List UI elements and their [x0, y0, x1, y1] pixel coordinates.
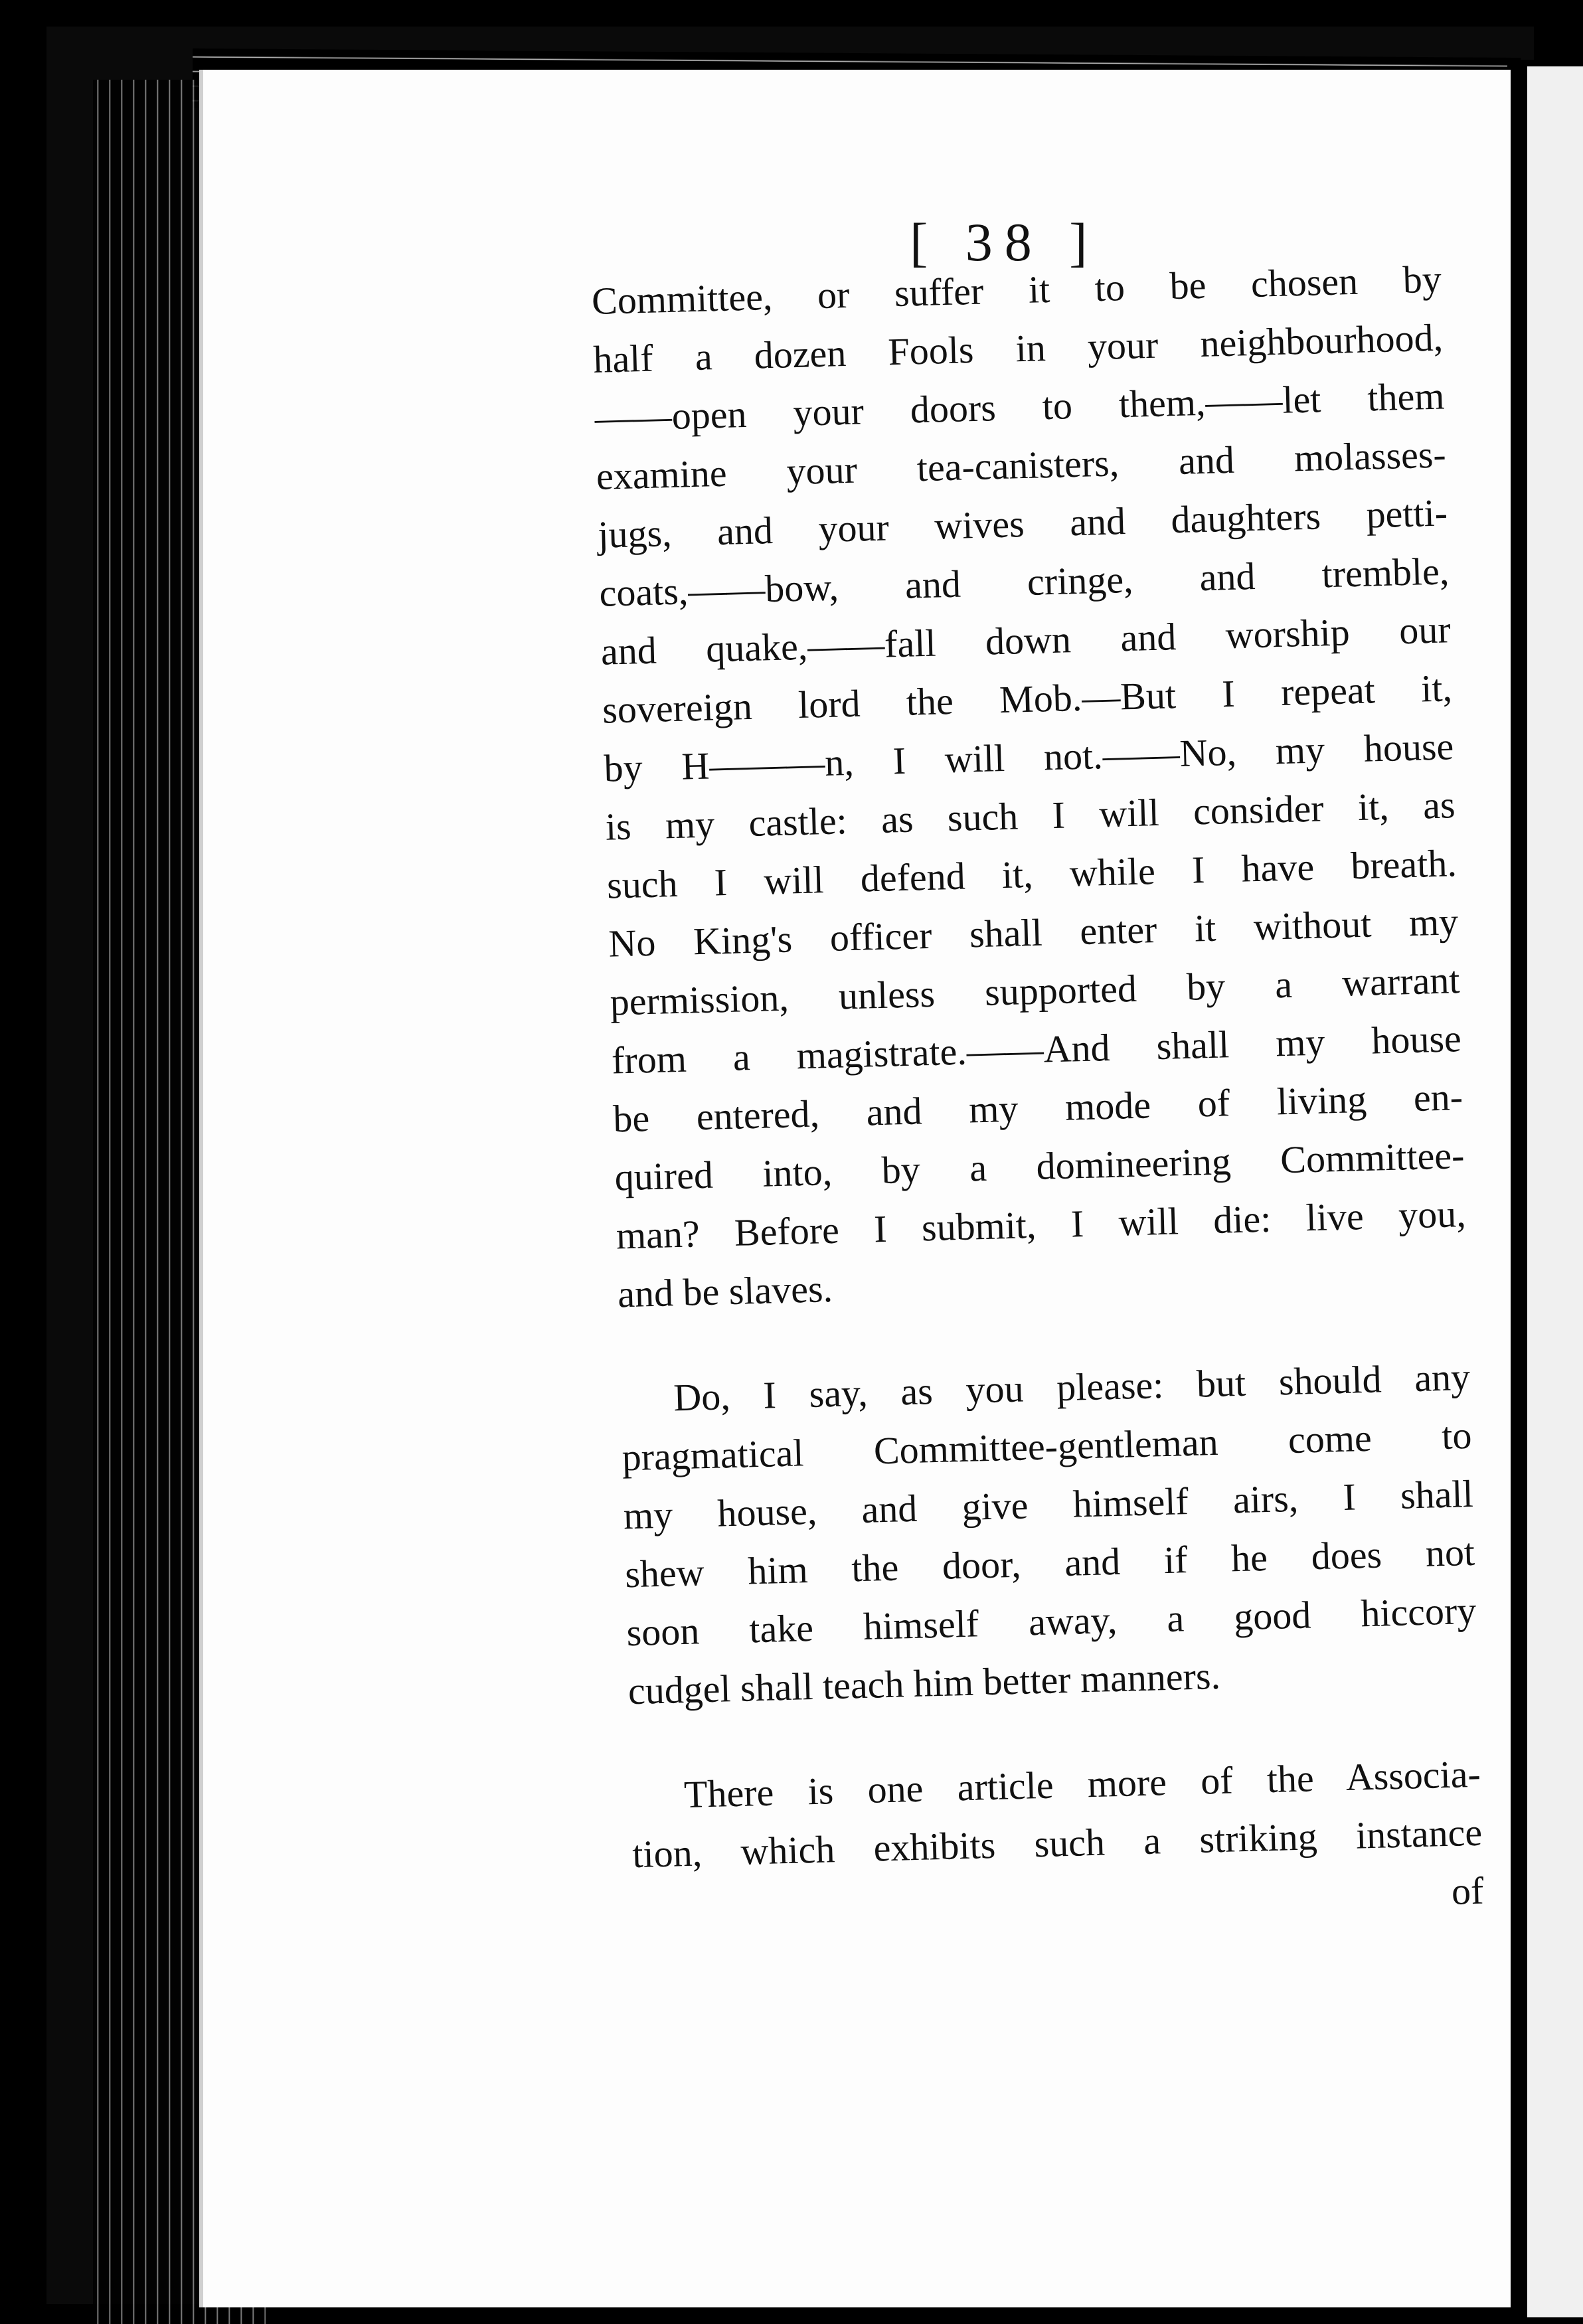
text-line: There is one article more of the Associa-: [683, 1752, 1481, 1817]
paragraph-1: [591, 250, 1468, 1323]
paragraph-2: [620, 1348, 1478, 1720]
text-line: be entered, and my mode of living en-: [612, 1075, 1463, 1141]
text-line: and be slaves.: [617, 1267, 833, 1316]
facing-page-sliver: [1527, 66, 1583, 2317]
text-line: by H———n, I will not.——No, my house: [603, 724, 1454, 790]
text-line: permission, unless supported by a warrant: [609, 958, 1461, 1024]
text-line: shew him the door, and if he does not: [624, 1530, 1475, 1596]
text-line: and quake,——fall down and worship our: [600, 608, 1452, 673]
paragraph-3: [630, 1745, 1483, 1884]
facing-page-edge: [1507, 60, 1583, 2316]
text-line: half a dozen Fools in your neighbourhood,: [592, 315, 1444, 381]
text-line: is my castle: as such I will consider it, as: [605, 783, 1456, 849]
text-line: soon take himself away, a good hiccory: [625, 1588, 1477, 1655]
page-number: [ 38 ]: [910, 212, 1100, 272]
catchword: of: [1451, 1868, 1485, 1913]
text-line: Committee, or suffer it to be chosen by: [591, 257, 1442, 323]
text-line: cudgel shall teach him better manners.: [627, 1653, 1221, 1713]
text-line: from a magistrate.——And shall my house: [611, 1017, 1462, 1082]
text-line: No King's officer shall enter it without my: [608, 900, 1459, 965]
text-line: coats,——bow, and cringe, and tremble,: [598, 549, 1450, 615]
text-line: tion, which exhibits such a striking instance: [631, 1810, 1483, 1876]
text-line: examine your tea-canisters, and molasses-: [596, 432, 1447, 498]
text-line: my house, and give himself airs, I shall: [623, 1471, 1474, 1538]
text-line: ——open your doors to them,——let them: [594, 374, 1446, 440]
text-line: man? Before I submit, I will die: live you,: [616, 1192, 1467, 1258]
text-line: sovereign lord the Mob.—But I repeat it,: [602, 666, 1453, 732]
text-line: jugs, and your wives and daughters petti-: [597, 491, 1448, 556]
text-line: Do, I say, as you please: but should any: [673, 1355, 1471, 1420]
text-line: pragmatical Committee-gentleman come to: [621, 1413, 1473, 1479]
text-line: quired into, by a domineering Committee-: [614, 1133, 1465, 1199]
text-block: [591, 250, 1484, 1942]
text-line: such I will defend it, while I have breath.: [606, 841, 1458, 907]
